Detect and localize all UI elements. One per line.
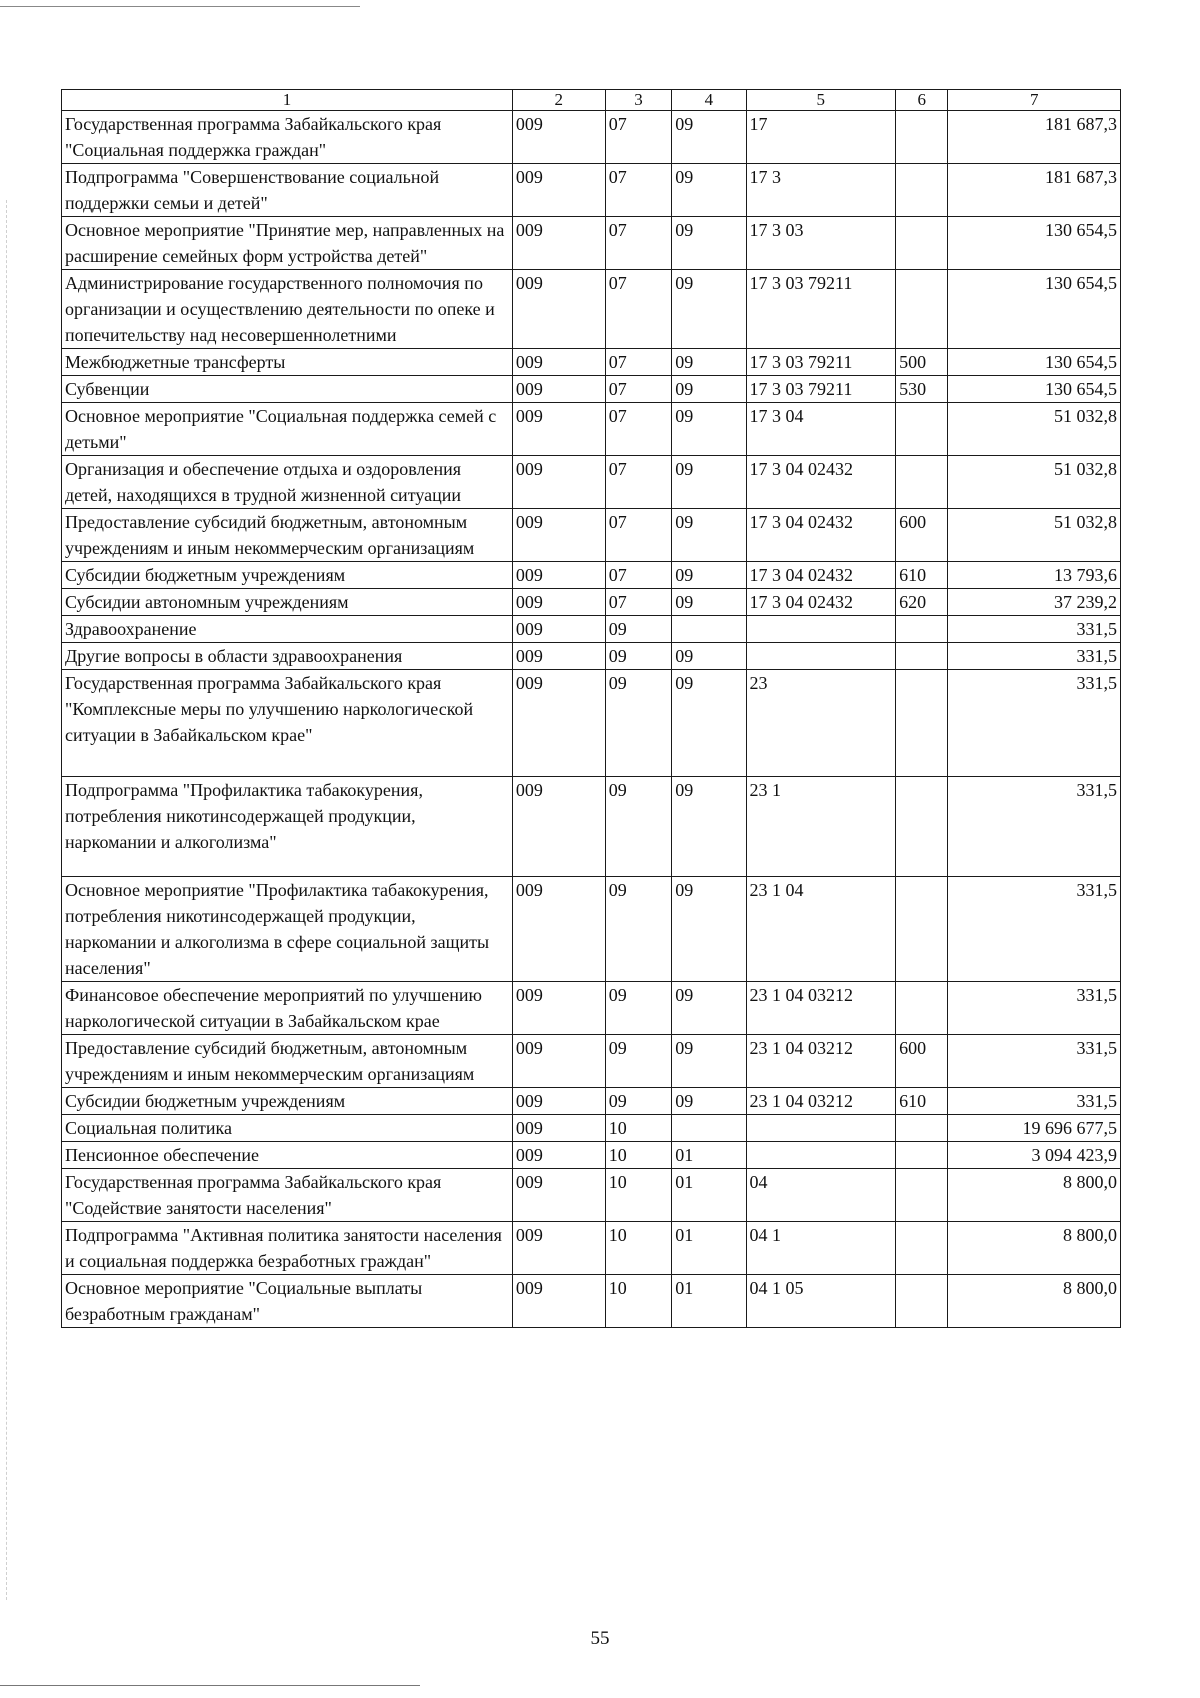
row-description: Финансовое обеспечение мероприятий по улучшению наркологической ситуации в Забайкальском крае <box>62 982 513 1035</box>
ministry-code: 009 <box>512 456 605 509</box>
target-article-code <box>746 616 896 643</box>
amount: 8 800,0 <box>948 1275 1121 1328</box>
section-code: 09 <box>605 643 672 670</box>
subsection-code: 09 <box>672 670 746 777</box>
target-article-code: 23 1 04 03212 <box>746 1035 896 1088</box>
amount: 331,5 <box>948 777 1121 877</box>
table-row <box>62 670 1121 777</box>
ministry-code: 009 <box>512 403 605 456</box>
ministry-code: 009 <box>512 349 605 376</box>
expense-type-code <box>896 616 948 643</box>
subsection-code: 09 <box>672 589 746 616</box>
col-header-2: 2 <box>512 90 605 111</box>
section-code: 07 <box>605 403 672 456</box>
amount: 331,5 <box>948 982 1121 1035</box>
subsection-code: 09 <box>672 1035 746 1088</box>
table-row <box>62 349 1121 376</box>
expense-type-code <box>896 1222 948 1275</box>
ministry-code: 009 <box>512 1142 605 1169</box>
target-article-code: 17 3 04 02432 <box>746 562 896 589</box>
col-header-6: 6 <box>896 90 948 111</box>
section-code: 10 <box>605 1115 672 1142</box>
section-code: 07 <box>605 376 672 403</box>
expense-type-code <box>896 1169 948 1222</box>
table-row <box>62 1142 1121 1169</box>
ministry-code: 009 <box>512 1115 605 1142</box>
ministry-code: 009 <box>512 111 605 164</box>
expense-type-code <box>896 1115 948 1142</box>
ministry-code: 009 <box>512 1088 605 1115</box>
table-row <box>62 1115 1121 1142</box>
row-description: Межбюджетные трансферты <box>62 349 513 376</box>
expense-type-code <box>896 456 948 509</box>
ministry-code: 009 <box>512 217 605 270</box>
row-description: Государственная программа Забайкальского края "Комплексные меры по улучшению наркологической ситуации в Забайкальском крае" <box>62 670 513 777</box>
expense-type-code <box>896 1275 948 1328</box>
subsection-code: 09 <box>672 643 746 670</box>
col-header-7: 7 <box>948 90 1121 111</box>
section-code: 07 <box>605 111 672 164</box>
ministry-code: 009 <box>512 589 605 616</box>
expense-type-code: 620 <box>896 589 948 616</box>
table-row <box>62 562 1121 589</box>
subsection-code: 09 <box>672 982 746 1035</box>
row-description: Субсидии бюджетным учреждениям <box>62 1088 513 1115</box>
expense-type-code <box>896 111 948 164</box>
expense-type-code <box>896 164 948 217</box>
target-article-code: 17 3 04 02432 <box>746 509 896 562</box>
target-article-code: 17 3 03 79211 <box>746 349 896 376</box>
scan-edge-line-top <box>0 6 360 7</box>
ministry-code: 009 <box>512 670 605 777</box>
expense-type-code <box>896 643 948 670</box>
row-description: Подпрограмма "Профилактика табакокурения, потребления никотинсодержащей продукции, наркомании и алкоголизма" <box>62 777 513 877</box>
subsection-code: 01 <box>672 1142 746 1169</box>
target-article-code: 23 1 <box>746 777 896 877</box>
ministry-code: 009 <box>512 1035 605 1088</box>
table-row <box>62 982 1121 1035</box>
ministry-code: 009 <box>512 1222 605 1275</box>
subsection-code: 09 <box>672 1088 746 1115</box>
section-code: 09 <box>605 1035 672 1088</box>
target-article-code: 04 1 <box>746 1222 896 1275</box>
ministry-code: 009 <box>512 1275 605 1328</box>
section-code: 07 <box>605 589 672 616</box>
ministry-code: 009 <box>512 509 605 562</box>
section-code: 09 <box>605 777 672 877</box>
row-description: Подпрограмма "Совершенствование социальной поддержки семьи и детей" <box>62 164 513 217</box>
ministry-code: 009 <box>512 643 605 670</box>
row-description: Предоставление субсидий бюджетным, автономным учреждениям и иным некоммерческим организациям <box>62 509 513 562</box>
target-article-code: 17 3 03 <box>746 217 896 270</box>
expense-type-code <box>896 270 948 349</box>
expense-type-code: 610 <box>896 562 948 589</box>
scan-edge-line-bottom <box>0 1685 420 1686</box>
target-article-code: 17 3 03 79211 <box>746 270 896 349</box>
expense-type-code <box>896 217 948 270</box>
target-article-code: 23 1 04 <box>746 877 896 982</box>
table-row <box>62 509 1121 562</box>
target-article-code: 04 1 05 <box>746 1275 896 1328</box>
subsection-code: 09 <box>672 403 746 456</box>
ministry-code: 009 <box>512 777 605 877</box>
ministry-code: 009 <box>512 376 605 403</box>
section-code: 09 <box>605 877 672 982</box>
expense-type-code <box>896 982 948 1035</box>
amount: 8 800,0 <box>948 1222 1121 1275</box>
col-header-4: 4 <box>672 90 746 111</box>
subsection-code: 09 <box>672 877 746 982</box>
row-description: Основное мероприятие "Социальная поддержка семей с детьми" <box>62 403 513 456</box>
subsection-code: 09 <box>672 562 746 589</box>
target-article-code: 17 3 04 <box>746 403 896 456</box>
table-row <box>62 1088 1121 1115</box>
amount: 331,5 <box>948 616 1121 643</box>
row-description: Государственная программа Забайкальского края "Содействие занятости населения" <box>62 1169 513 1222</box>
subsection-code: 09 <box>672 376 746 403</box>
amount: 37 239,2 <box>948 589 1121 616</box>
expense-type-code: 500 <box>896 349 948 376</box>
section-code: 09 <box>605 616 672 643</box>
table-row <box>62 270 1121 349</box>
ministry-code: 009 <box>512 616 605 643</box>
section-code: 07 <box>605 349 672 376</box>
table-row <box>62 1035 1121 1088</box>
ministry-code: 009 <box>512 1169 605 1222</box>
amount: 51 032,8 <box>948 509 1121 562</box>
row-description: Здравоохранение <box>62 616 513 643</box>
subsection-code: 01 <box>672 1169 746 1222</box>
amount: 51 032,8 <box>948 456 1121 509</box>
amount: 331,5 <box>948 643 1121 670</box>
expense-type-code: 610 <box>896 1088 948 1115</box>
row-description: Администрирование государственного полномочия по организации и осуществлению деятельности по опеке и попечительству над несовершеннолетними <box>62 270 513 349</box>
col-header-1: 1 <box>62 90 513 111</box>
col-header-3: 3 <box>605 90 672 111</box>
expense-type-code: 600 <box>896 1035 948 1088</box>
row-description: Государственная программа Забайкальского края "Социальная поддержка граждан" <box>62 111 513 164</box>
section-code: 09 <box>605 982 672 1035</box>
table-row <box>62 376 1121 403</box>
target-article-code: 17 3 <box>746 164 896 217</box>
row-description: Предоставление субсидий бюджетным, автономным учреждениям и иным некоммерческим организациям <box>62 1035 513 1088</box>
subsection-code <box>672 616 746 643</box>
ministry-code: 009 <box>512 270 605 349</box>
target-article-code: 17 3 04 02432 <box>746 589 896 616</box>
subsection-code: 09 <box>672 777 746 877</box>
target-article-code: 17 <box>746 111 896 164</box>
target-article-code: 17 3 03 79211 <box>746 376 896 403</box>
table-row <box>62 616 1121 643</box>
section-code: 07 <box>605 509 672 562</box>
col-header-5: 5 <box>746 90 896 111</box>
amount: 8 800,0 <box>948 1169 1121 1222</box>
row-description: Основное мероприятие "Социальные выплаты безработным гражданам" <box>62 1275 513 1328</box>
section-code: 09 <box>605 670 672 777</box>
table-row <box>62 1222 1121 1275</box>
target-article-code <box>746 1142 896 1169</box>
table-row <box>62 403 1121 456</box>
amount: 19 696 677,5 <box>948 1115 1121 1142</box>
section-code: 07 <box>605 562 672 589</box>
budget-table <box>61 89 1121 1328</box>
section-code: 07 <box>605 270 672 349</box>
section-code: 07 <box>605 456 672 509</box>
amount: 130 654,5 <box>948 270 1121 349</box>
amount: 51 032,8 <box>948 403 1121 456</box>
subsection-code: 09 <box>672 456 746 509</box>
section-code: 10 <box>605 1142 672 1169</box>
target-article-code: 23 1 04 03212 <box>746 982 896 1035</box>
section-code: 09 <box>605 1088 672 1115</box>
row-description: Основное мероприятие "Принятие мер, направленных на расширение семейных форм устройства детей" <box>62 217 513 270</box>
subsection-code: 01 <box>672 1275 746 1328</box>
amount: 130 654,5 <box>948 217 1121 270</box>
amount: 331,5 <box>948 1088 1121 1115</box>
amount: 331,5 <box>948 877 1121 982</box>
expense-type-code <box>896 1142 948 1169</box>
subsection-code: 09 <box>672 270 746 349</box>
subsection-code: 09 <box>672 509 746 562</box>
table-row <box>62 217 1121 270</box>
expense-type-code <box>896 403 948 456</box>
amount: 331,5 <box>948 1035 1121 1088</box>
ministry-code: 009 <box>512 164 605 217</box>
expense-type-code <box>896 670 948 777</box>
table-row <box>62 589 1121 616</box>
table-row <box>62 456 1121 509</box>
table-row <box>62 777 1121 877</box>
table-row <box>62 1275 1121 1328</box>
amount: 3 094 423,9 <box>948 1142 1121 1169</box>
row-description: Субсидии автономным учреждениям <box>62 589 513 616</box>
row-description: Субсидии бюджетным учреждениям <box>62 562 513 589</box>
row-description: Организация и обеспечение отдыха и оздоровления детей, находящихся в трудной жизненной ситуации <box>62 456 513 509</box>
row-description: Подпрограмма "Активная политика занятости населения и социальная поддержка безработных граждан" <box>62 1222 513 1275</box>
column-number-row <box>62 90 1121 111</box>
section-code: 10 <box>605 1275 672 1328</box>
section-code: 07 <box>605 217 672 270</box>
table-row <box>62 1169 1121 1222</box>
target-article-code: 23 1 04 03212 <box>746 1088 896 1115</box>
subsection-code: 09 <box>672 164 746 217</box>
target-article-code <box>746 1115 896 1142</box>
row-description: Пенсионное обеспечение <box>62 1142 513 1169</box>
amount: 181 687,3 <box>948 164 1121 217</box>
amount: 13 793,6 <box>948 562 1121 589</box>
expense-type-code: 530 <box>896 376 948 403</box>
expense-type-code <box>896 777 948 877</box>
amount: 331,5 <box>948 670 1121 777</box>
row-description: Основное мероприятие "Профилактика табакокурения, потребления никотинсодержащей продукции, наркомании и алкоголизма в сфере социальной защиты населения" <box>62 877 513 982</box>
target-article-code: 17 3 04 02432 <box>746 456 896 509</box>
target-article-code: 23 <box>746 670 896 777</box>
subsection-code: 09 <box>672 217 746 270</box>
amount: 130 654,5 <box>948 376 1121 403</box>
page-number: 55 <box>590 1628 610 1649</box>
table-row <box>62 877 1121 982</box>
section-code: 10 <box>605 1222 672 1275</box>
ministry-code: 009 <box>512 982 605 1035</box>
target-article-code <box>746 643 896 670</box>
ministry-code: 009 <box>512 562 605 589</box>
ministry-code: 009 <box>512 877 605 982</box>
row-description: Субвенции <box>62 376 513 403</box>
expense-type-code: 600 <box>896 509 948 562</box>
scan-edge-left <box>6 200 7 1600</box>
table-row <box>62 643 1121 670</box>
table-row <box>62 164 1121 217</box>
expense-type-code <box>896 877 948 982</box>
section-code: 07 <box>605 164 672 217</box>
amount: 130 654,5 <box>948 349 1121 376</box>
row-description: Другие вопросы в области здравоохранения <box>62 643 513 670</box>
subsection-code <box>672 1115 746 1142</box>
table-row <box>62 111 1121 164</box>
target-article-code: 04 <box>746 1169 896 1222</box>
amount: 181 687,3 <box>948 111 1121 164</box>
subsection-code: 09 <box>672 111 746 164</box>
subsection-code: 01 <box>672 1222 746 1275</box>
section-code: 10 <box>605 1169 672 1222</box>
row-description: Социальная политика <box>62 1115 513 1142</box>
subsection-code: 09 <box>672 349 746 376</box>
